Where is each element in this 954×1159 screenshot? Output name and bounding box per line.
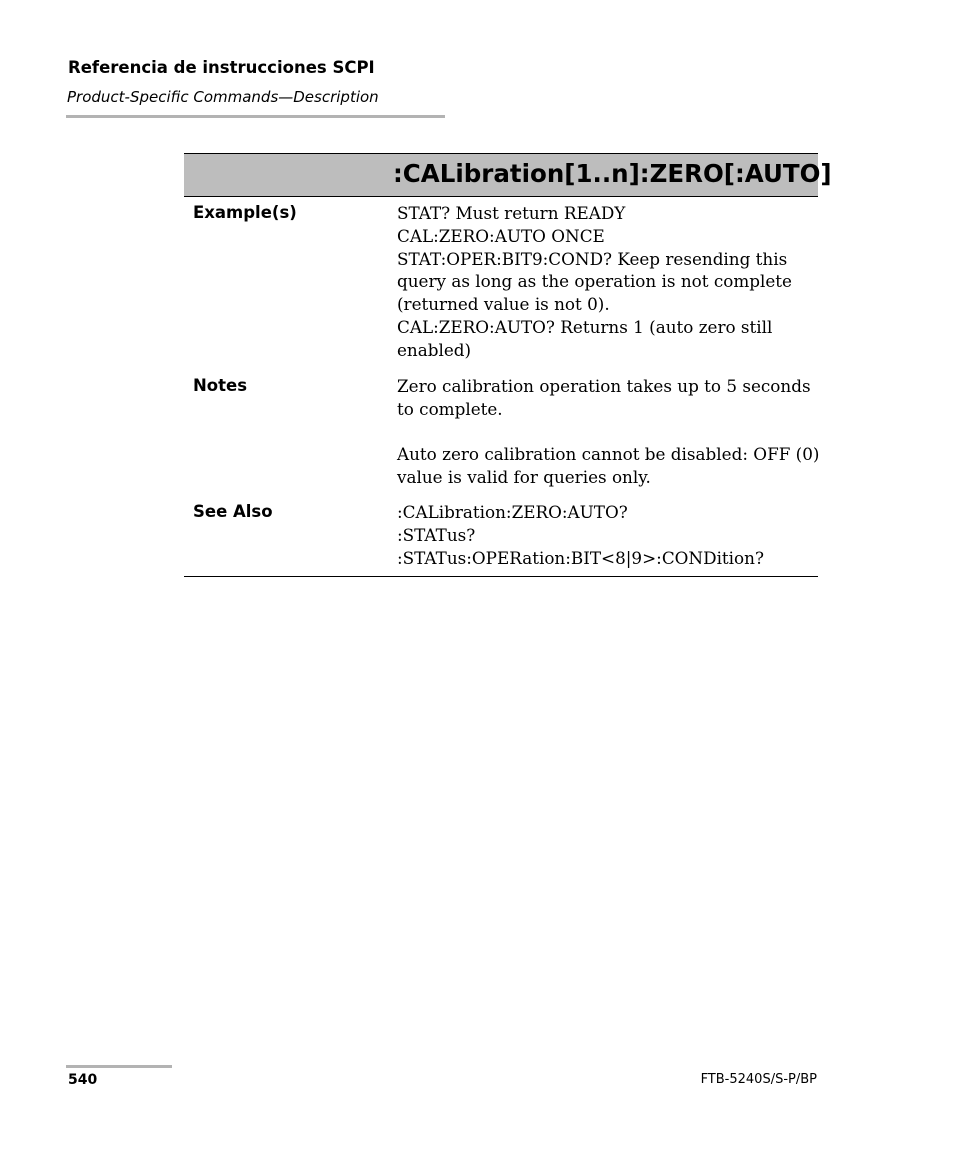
- notes-body: [397, 375, 820, 489]
- product-model: FTB-5240S/S-P/BP: [700, 1072, 817, 1087]
- header-rule: [66, 115, 445, 118]
- examples-line: CAL:ZERO:AUTO? Returns 1 (auto zero still: [397, 316, 773, 337]
- see-also-label: See Also: [193, 502, 273, 521]
- table-bottom-rule: [184, 576, 818, 577]
- examples-line: STAT:OPER:BIT9:COND? Keep resending this: [397, 248, 788, 269]
- notes-line: Auto zero calibration cannot be disabled: OFF (0): [397, 444, 820, 465]
- notes-line: value is valid for queries only.: [397, 467, 651, 488]
- notes-line: to complete.: [397, 398, 503, 419]
- paragraph-gap: [397, 421, 817, 444]
- examples-body: [397, 202, 817, 362]
- see-also-line: :STATus?: [397, 524, 476, 545]
- running-header-subtitle: Product-Specific Commands—Description: [67, 88, 379, 106]
- examples-line: (returned value is not 0).: [397, 294, 610, 315]
- examples-line: CAL:ZERO:AUTO ONCE: [397, 225, 605, 246]
- command-title-bar: [184, 153, 832, 197]
- footer-rule: [66, 1065, 172, 1068]
- page-number: 540: [68, 1072, 98, 1088]
- examples-line: STAT? Must return READY: [397, 203, 626, 223]
- running-header-title: Referencia de instrucciones SCPI: [68, 58, 375, 77]
- notes-label: Notes: [193, 376, 248, 395]
- examples-line: enabled): [397, 339, 472, 360]
- see-also-body: [397, 501, 817, 569]
- see-also-line: :CALibration:ZERO:AUTO?: [397, 502, 628, 522]
- command-title: :CALibration[1..n]:ZERO[:AUTO]: [393, 159, 832, 188]
- see-also-line: :STATus:OPERation:BIT<8|9>:CONDition?: [397, 547, 764, 568]
- notes-line: Zero calibration operation takes up to 5 seconds: [397, 376, 811, 396]
- examples-label: Example(s): [193, 203, 297, 222]
- examples-line: query as long as the operation is not complete: [397, 271, 792, 292]
